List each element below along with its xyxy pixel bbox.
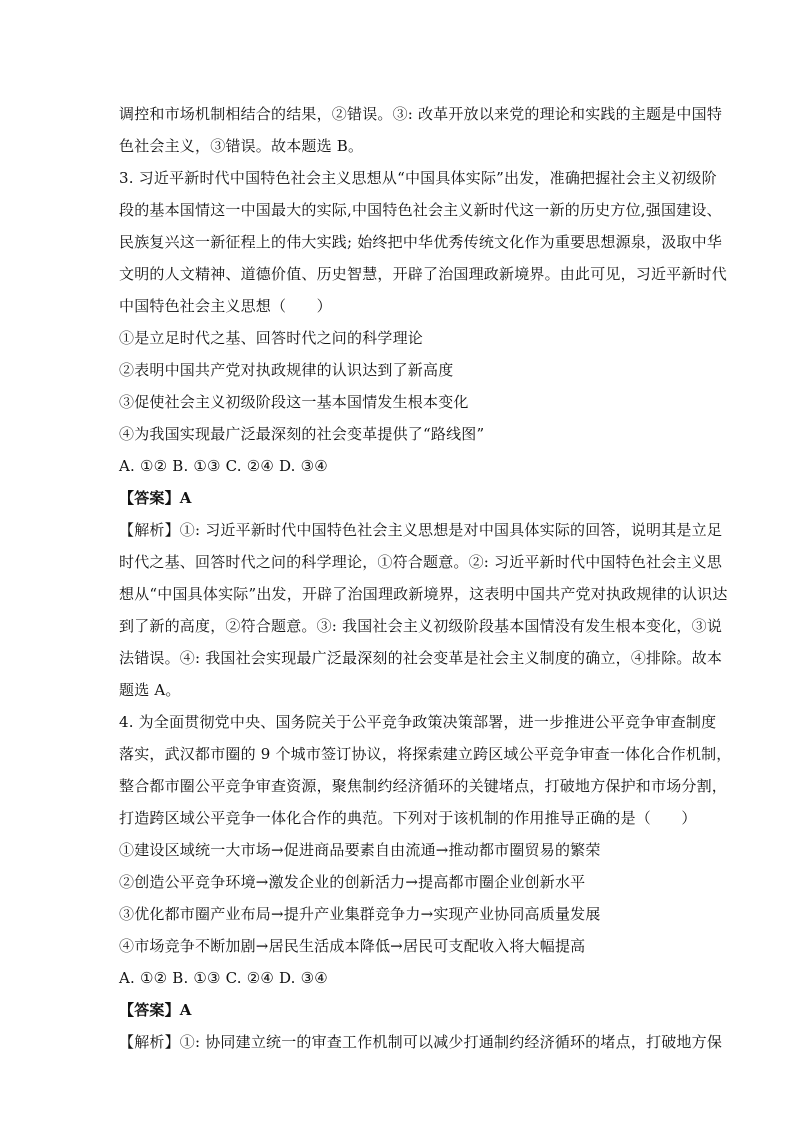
answer-label: 【答案】A bbox=[119, 489, 192, 507]
answer-choices: A. ①② B. ①③ C. ②④ D. ③④ bbox=[119, 969, 328, 987]
text-line: 色社会主义，③错误。故本题选 B。 bbox=[119, 137, 364, 155]
text-line: 打造跨区域公平竞争一体化合作的典范。下列对于该机制的作用推导正确的是（ ） bbox=[119, 809, 697, 827]
question-4-stem: 4. 为全面贯彻党中央、国务院关于公平竞争政策决策部署，进一步推进公平竞争审查制度 bbox=[119, 713, 717, 731]
text-line: 到了新的高度，②符合题意。③: 我国社会主义初级阶段基本国情没有发生根本变化，③说 bbox=[119, 617, 723, 635]
answer-choices: A. ①② B. ①③ C. ②④ D. ③④ bbox=[119, 457, 328, 475]
text-line: 中国特色社会主义思想（ ） bbox=[119, 297, 332, 315]
text-line: 想从“中国具体实际”出发，开辟了治国理政新境界，这表明中国共产党对执政规律的认识达 bbox=[119, 585, 728, 603]
option-item: ③促使社会主义初级阶段这一基本国情发生根本变化 bbox=[119, 393, 469, 411]
option-item: ②创造公平竞争环境→激发企业的创新活力→提高都市圈企业创新水平 bbox=[119, 873, 586, 891]
text-line: 落实，武汉都市圈的 9 个城市签订协议，将探索建立跨区域公平竞争审查一体化合作机制， bbox=[119, 745, 732, 763]
answer-label: 【答案】A bbox=[119, 1001, 192, 1019]
question-3-stem: 3. 习近平新时代中国特色社会主义思想从“中国具体实际”出发，准确把握社会主义初级阶 bbox=[119, 169, 717, 187]
option-item: ①建设区域统一大市场→促进商品要素自由流通→推动都市圈贸易的繁荣 bbox=[119, 841, 601, 859]
text-line: 时代之基、回答时代之问的科学理论，①符合题意。②: 习近平新时代中国特色社会主义思 bbox=[119, 553, 723, 571]
text-line: 文明的人文精神、道德价值、历史智慧，开辟了治国理政新境界。由此可见，习近平新时代 bbox=[119, 265, 728, 283]
text-line: 法错误。④: 我国社会实现最广泛最深刻的社会变革是社会主义制度的确立，④排除。故本 bbox=[119, 649, 723, 667]
analysis-paragraph: 【解析】①: 习近平新时代中国特色社会主义思想是对中国具体实际的回答，说明其是立足 bbox=[119, 521, 723, 539]
option-item: ④为我国实现最广泛最深刻的社会变革提供了“路线图” bbox=[119, 425, 485, 443]
text-line: 民族复兴这一新征程上的伟大实践; 始终把中华优秀传统文化作为重要思想源泉，汲取中华 bbox=[119, 233, 723, 251]
analysis-paragraph: 【解析】①: 协同建立统一的审查工作机制可以减少打通制约经济循环的堵点，打破地方保 bbox=[119, 1033, 723, 1051]
option-item: ②表明中国共产党对执政规律的认识达到了新高度 bbox=[119, 361, 454, 379]
option-item: ③优化都市圈产业布局→提升产业集群竞争力→实现产业协同高质量发展 bbox=[119, 905, 601, 923]
option-item: ④市场竞争不断加剧→居民生活成本降低→居民可支配收入将大幅提高 bbox=[119, 937, 586, 955]
text-line: 题选 A。 bbox=[119, 681, 181, 699]
text-line: 整合都市圈公平竞争审查资源，聚焦制约经济循环的关键堵点，打破地方保护和市场分割， bbox=[119, 777, 728, 795]
text-line: 调控和市场机制相结合的结果，②错误。③: 改革开放以来党的理论和实践的主题是中国特 bbox=[119, 105, 723, 123]
text-line: 段的基本国情这一中国最大的实际,中国特色社会主义新时代这一新的历史方位,强国建设、 bbox=[119, 201, 722, 219]
option-item: ①是立足时代之基、回答时代之问的科学理论 bbox=[119, 329, 424, 347]
